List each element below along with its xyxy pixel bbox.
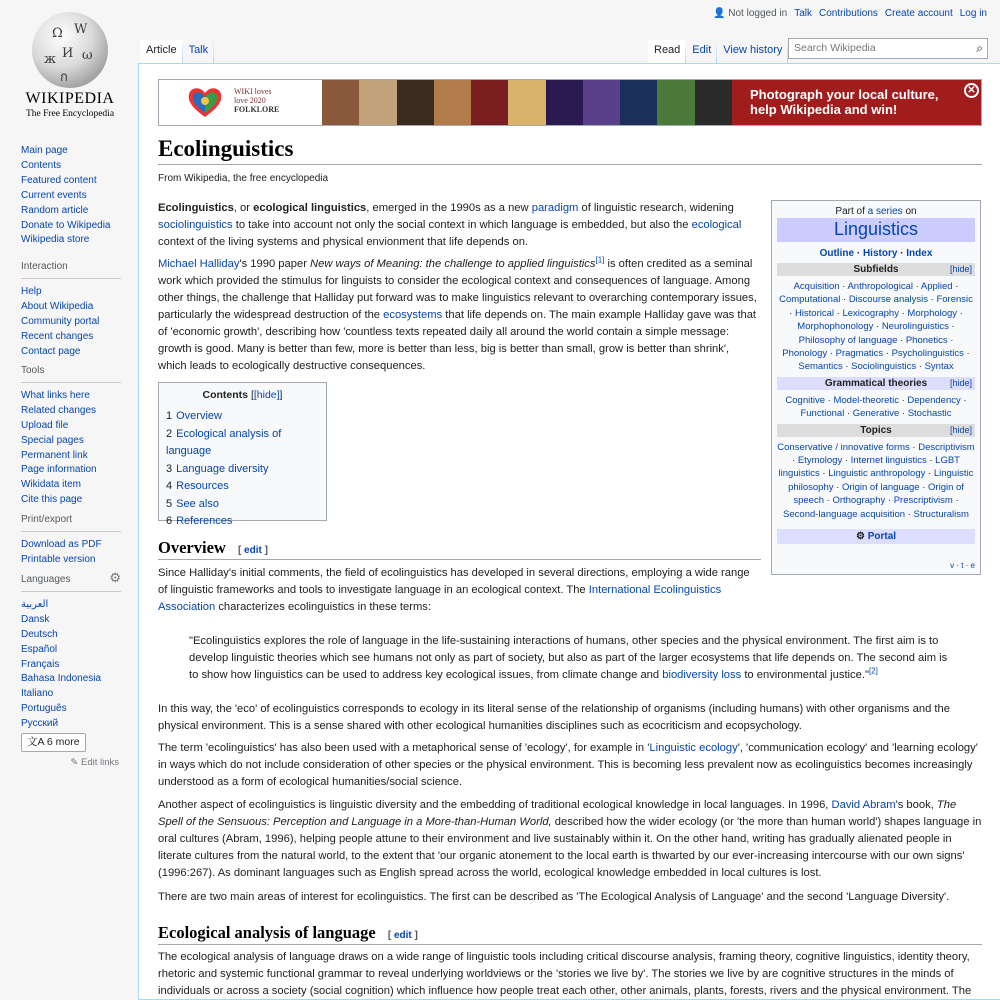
nav-what-links-here[interactable]: What links here: [21, 389, 90, 401]
lead-paragraph-1: [158, 200, 758, 251]
text: ', 'communication ecology' and 'learning ecology' in ways which do not include consideration of other species or the physical environment. This is becoming less prevalent now as ecolinguistics becomes increasingly understood as a form of ecological humanities/social science.: [158, 742, 978, 788]
toc-item[interactable]: [166, 461, 319, 479]
navbox-link[interactable]: Etymology: [797, 455, 843, 467]
section-heading-overview: Overview [ edit ]: [158, 538, 761, 560]
portal-interaction: [21, 260, 136, 359]
navbox-link[interactable]: Functional: [800, 408, 845, 420]
more-languages-button[interactable]: [21, 733, 86, 752]
text: that life depends on. The main example Halliday gave was that of 'economic growth', describing how 'countless texts repeated daily all around the world contain a simple message: growth is good. Many is better than few, more is better than less, big is better than small, grow is better than shrink', which leads to ecologically destructive consequences.: [158, 309, 757, 372]
link-michael-halliday[interactable]: Michael Halliday: [158, 258, 240, 270]
text: context of the living systems and physical envionment that life depends on.: [158, 236, 529, 248]
navbox-link[interactable]: Philosophy of language: [798, 334, 898, 346]
link-david-abram[interactable]: David Abram: [831, 799, 896, 811]
nav-random-article[interactable]: Random article: [21, 204, 89, 216]
banner-photo: [471, 80, 508, 125]
toc-number: 4: [166, 480, 173, 492]
navbox-link[interactable]: Model-theoretic: [833, 394, 899, 406]
languages-heading: Languages: [21, 574, 71, 585]
translate-icon: 文A: [27, 736, 44, 749]
toc-item[interactable]: [166, 478, 319, 496]
overview-paragraph-4: [158, 797, 983, 882]
pencil-icon: ✎: [70, 756, 79, 768]
navbox-link[interactable]: Internet linguistics: [850, 455, 927, 467]
navbox-link[interactable]: Dependency: [907, 394, 961, 406]
text: characterizes ecolinguistics in these terms:: [215, 601, 431, 613]
banner-photo: [359, 80, 396, 125]
nav-about[interactable]: About Wikipedia: [21, 300, 94, 312]
contributions-link[interactable]: Contributions: [819, 8, 878, 19]
nav-store[interactable]: Wikipedia store: [21, 234, 90, 246]
portal-print: [21, 513, 136, 568]
lang-link[interactable]: Русский: [21, 718, 59, 730]
heart-logo-icon: [186, 85, 224, 119]
lang-link[interactable]: Bahasa Indonesia: [21, 673, 102, 685]
toc-heading: Contents: [202, 389, 249, 401]
heading-text: Ecological analysis of language: [158, 923, 376, 942]
nav-printable-version[interactable]: Printable version: [21, 553, 96, 565]
toc-item[interactable]: [166, 426, 319, 461]
toc-link[interactable]: See also: [176, 497, 219, 510]
portal-heading-tools: Tools: [21, 364, 121, 383]
nav-current-events[interactable]: Current events: [21, 189, 87, 201]
text: Part of: [835, 206, 865, 217]
nav-donate[interactable]: Donate to Wikipedia: [21, 219, 111, 231]
text: of linguistic research, widening: [578, 202, 734, 214]
puzzle-globe-icon: Ω W И ж ω ก: [32, 12, 108, 88]
navbox-outline: Outline · History · Index: [819, 248, 933, 259]
portal-heading-languages: [21, 570, 121, 592]
banner-logo-line: FOLKLORE: [234, 105, 280, 114]
tab-edit[interactable]: Edit: [686, 40, 717, 63]
tab-article[interactable]: Article: [140, 40, 183, 63]
toc-item[interactable]: [166, 408, 319, 426]
nav-contact-page[interactable]: Contact page: [21, 345, 81, 357]
text: , or: [233, 202, 254, 214]
banner-photo: [620, 80, 657, 125]
text: Another aspect of ecolinguistics is linguistic diversity and the embedding of traditional ecological knowledge in local languages. In 1996,: [158, 799, 832, 811]
navbox-link[interactable]: LGBT linguistics: [778, 455, 960, 480]
search-placeholder: Search Wikipedia: [794, 42, 876, 54]
user-icon: 👤: [713, 8, 726, 19]
reference-link[interactable]: [2]: [868, 666, 878, 676]
link-ecosystems[interactable]: ecosystems: [383, 309, 443, 321]
nav-wikidata-item[interactable]: Wikidata item: [21, 479, 82, 491]
link-view-template[interactable]: v: [950, 561, 955, 570]
banner-logo-text: [234, 87, 279, 114]
toc-link[interactable]: Resources: [176, 480, 229, 492]
log-in-link[interactable]: Log in: [959, 8, 987, 19]
toc-link[interactable]: Language diversity: [176, 462, 269, 475]
portal-icon: ⚙: [855, 531, 865, 543]
navbox-link[interactable]: Neurolinguistics: [881, 321, 949, 333]
close-icon[interactable]: ✕: [964, 83, 979, 98]
navbox-link[interactable]: Morphology: [907, 307, 958, 319]
navbox-link[interactable]: Orthography: [832, 495, 886, 507]
toc-hide-link[interactable]: [hide]: [253, 389, 280, 401]
central-notice-banner[interactable]: [158, 79, 982, 126]
toc-link[interactable]: Overview: [176, 410, 222, 422]
link-talk-template[interactable]: t: [961, 561, 964, 570]
vte-links: v · t · e: [950, 561, 975, 570]
tagline: The Free Encyclopedia: [25, 109, 115, 119]
navbox-link[interactable]: Linguistic philosophy: [788, 468, 974, 493]
link-index[interactable]: Index: [906, 248, 933, 259]
navbox-link[interactable]: Linguistic anthropology: [828, 468, 926, 480]
link-a-series[interactable]: a series: [867, 206, 903, 217]
personal-tools: [713, 8, 987, 19]
gear-icon[interactable]: ⚙: [109, 570, 121, 585]
navbox-list: Acquisition · Anthropological · Applied · Computational · Discourse analysis · Forensic · Historical · Lexicography · Morphology · Morphophonology · Neurolinguistics · Philosophy of language · Phonetics · Phonology · Pragmatics · Psycholinguistics · Semantics · Sociolinguistics · Syntax: [779, 281, 973, 373]
banner-logo-line: WIKI loves: [234, 87, 272, 96]
lead-paragraph-2: [158, 256, 758, 375]
banner-cta-text: Photograph your local culture, help Wikipedia and win!: [750, 87, 939, 117]
navbox-list: Cognitive · Model-theoretic · Dependency · Functional · Generative · Stochastic: [785, 394, 967, 420]
table-of-contents: [158, 382, 327, 527]
sidebar: [0, 0, 138, 1000]
text: The term 'ecolinguistics' has also been used with a metaphorical sense of 'ecology', for example in ': [158, 742, 650, 754]
text: described how the wider ecology (or 'the more than human world') shapes language in oral cultures (Abram, 1996), helping people attune to their environment and live sustainably within it. On the other hand, writing has gradually alienated people in literate cultures from the natural world, to the extent that 'our organic atonement to the local earth is thwarted by our ever-increasing intercourse with our own signs' (1996:267). As dominant languages such as English spread across the world, ecological knowledge embedded in local cultures is lost.: [158, 816, 982, 879]
navbox-link[interactable]: Stochastic: [907, 408, 952, 420]
edit-links-label: Edit links: [80, 756, 119, 768]
nav-contents[interactable]: Contents: [21, 159, 62, 171]
blockquote: [189, 633, 959, 684]
navbox-hide-link[interactable]: [hide]: [949, 424, 972, 435]
navbox-link[interactable]: Historical: [794, 307, 834, 319]
overview-paragraph-1: [158, 565, 758, 616]
navbox-link[interactable]: Origin of language: [841, 481, 920, 493]
navbox-link[interactable]: Phonology: [782, 348, 828, 360]
link-ecological[interactable]: ecological: [691, 219, 742, 231]
toc-number: 3: [166, 462, 173, 475]
navbox-link[interactable]: Second-language acquisition: [783, 508, 906, 520]
banner-call-to-action[interactable]: [732, 80, 982, 125]
banner-photo: [583, 80, 620, 125]
italic-text: The Spell of the Sensuous: Perception and Language in a More-than-Human World,: [158, 799, 957, 828]
navbox-link[interactable]: Generative: [852, 408, 900, 420]
lang-link[interactable]: Italiano: [21, 688, 54, 700]
toc-number: 5: [166, 497, 173, 510]
nav-community-portal[interactable]: Community portal: [21, 315, 100, 327]
toc-number: 2: [166, 427, 173, 440]
bold-text: Ecolinguistics: [158, 202, 234, 214]
search-icon[interactable]: ⌕: [976, 41, 983, 55]
link-edit-template[interactable]: e: [970, 561, 975, 570]
toc-list: [166, 408, 319, 531]
navbox-hide-link[interactable]: [hide]: [949, 264, 972, 274]
link-portal[interactable]: Portal: [867, 531, 897, 543]
tab-read[interactable]: Read: [648, 40, 686, 63]
navbox-link[interactable]: Structuralism: [913, 508, 969, 520]
not-logged-in-label: Not logged in: [728, 8, 788, 19]
navbox-link[interactable]: Acquisition: [793, 281, 840, 292]
toc-link[interactable]: References: [176, 515, 233, 527]
navbox-section-title: Topics: [860, 424, 892, 436]
wordmark: WIKIPEDIA: [25, 90, 115, 107]
link-outline[interactable]: Outline: [819, 248, 855, 259]
navbox-section-header: [777, 263, 975, 276]
navbox-link[interactable]: Pragmatics: [835, 348, 884, 360]
text: 's book,: [895, 799, 937, 811]
text: "Ecolinguistics explores the role of language in the life-sustaining interactions of humans, other species and the physical environment. The first aim is to develop linguistic theories which see humans not only as part of society, but also as part of the larger ecosystems that life depends on. The second aim is to show how linguistics can be used to address key ecological issues, from climate change and: [189, 635, 948, 681]
nav-upload-file[interactable]: Upload file: [21, 419, 69, 431]
navbox-above: [777, 206, 975, 217]
text: on: [905, 206, 917, 217]
nav-related-changes[interactable]: Related changes: [21, 404, 97, 416]
overview-paragraph-5: There are two main areas of interest for ecolinguistics. The first can be described as 'The Ecological Analysis of Language' and the second 'Language Diversity'.: [158, 891, 950, 903]
talk-link[interactable]: Talk: [794, 8, 812, 19]
edit-section-link[interactable]: edit: [393, 930, 412, 941]
navbox-link[interactable]: Conservative / innovative forms: [777, 441, 910, 453]
nav-permanent-link[interactable]: Permanent link: [21, 449, 88, 461]
nav-page-information[interactable]: Page information: [21, 464, 97, 476]
text: , emerged in the 1990s as a new: [366, 202, 532, 214]
overview-paragraph-2: In this way, the 'eco' of ecolinguistics corresponds to ecology in its literal sense of the relationship of organisms (including humans) with other organisms and the physical environment. This is a sense shared with other ecological humanities disciplines such as ecocriticism and ecopsychology.: [158, 703, 950, 732]
wikipedia-logo[interactable]: [20, 10, 120, 125]
reference-link[interactable]: [1]: [595, 255, 605, 265]
bold-text: ecological linguistics: [253, 202, 367, 214]
navbox-list: Conservative / innovative forms · Descriptivism · Etymology · Internet linguistics · LGBT linguistics · Linguistic anthropology · Linguistic philosophy · Origin of language · Origin of speech · Orthography · Prescriptivism · Second-language acquisition · Structuralism: [777, 441, 975, 520]
nav-download-pdf[interactable]: Download as PDF: [21, 538, 102, 550]
text: to environmental justice.": [741, 669, 869, 681]
linguistics-sidebar-navbox: [771, 200, 981, 575]
text: 's 1990 paper: [239, 258, 311, 270]
navbox-link[interactable]: Prescriptivism: [893, 495, 953, 507]
portal-tools: [21, 364, 136, 508]
nav-help[interactable]: Help: [21, 285, 42, 297]
navbox-link[interactable]: Semantics: [798, 361, 843, 373]
navbox-link[interactable]: Lexicography: [842, 307, 899, 319]
navbox-portal[interactable]: [777, 529, 975, 544]
link-linguistic-ecology[interactable]: Linguistic ecology: [649, 742, 738, 754]
namespace-tabs: [140, 40, 214, 63]
ecological-paragraph-1: The ecological analysis of language draws on a wide range of linguistic tools including critical discourse analysis, framing theory, cognitive linguistics, identity theory, rhetoric and systemic functional grammar to reveal underlying worldviews or the 'stories we live by'. The stories we live by are cognitive structures in the minds of individuals or across a society (social cognition) which influence how people treat each other, other animals, plants, forests, rivers and the physical environment. The: [158, 951, 972, 997]
lang-link[interactable]: العربية: [21, 598, 49, 610]
navbox-link[interactable]: Descriptivism: [918, 441, 975, 453]
navbox-section-header: [777, 424, 975, 437]
navbox-section-title: Grammatical theories: [824, 377, 928, 389]
link-history[interactable]: History: [862, 248, 898, 259]
nav-special-pages[interactable]: Special pages: [21, 434, 84, 446]
link-biodiversity-loss[interactable]: biodiversity loss: [662, 669, 742, 681]
toc-item[interactable]: [166, 496, 319, 514]
content-area: [138, 63, 1000, 1000]
banner-photo: [397, 80, 434, 125]
text: is often credited as a seminal work which provided the stimulus for linguists to consider the ecological context and consequences of language. Among other things, the challenge that Halliday put forward was to make linguistics relevant to overarching contemporary issues, particularly the widespread destruction of the: [158, 258, 757, 321]
banner-photo: [508, 80, 545, 125]
portal-languages: [21, 570, 136, 771]
navbox-link[interactable]: Anthropological: [847, 281, 913, 292]
banner-photo: [434, 80, 471, 125]
tab-view-history[interactable]: View history: [717, 40, 788, 63]
view-tabs: [648, 40, 788, 63]
edit-section-link[interactable]: edit: [244, 545, 262, 556]
navbox-link[interactable]: Forensic: [936, 294, 973, 306]
lang-link[interactable]: Português: [21, 703, 67, 715]
nav-recent-changes[interactable]: Recent changes: [21, 330, 94, 342]
navbox-link[interactable]: Syntax: [924, 361, 954, 373]
toc-item[interactable]: [166, 513, 319, 531]
lang-link[interactable]: Français: [21, 658, 60, 670]
nav-cite-this-page[interactable]: Cite this page: [21, 494, 83, 506]
portal-navigation: [21, 144, 136, 248]
navbox-link[interactable]: Computational: [779, 294, 841, 306]
navbox-link[interactable]: Psycholinguistics: [891, 348, 964, 360]
search-input[interactable]: [788, 38, 988, 59]
banner-photo-strip: [322, 80, 732, 125]
banner-logo: [159, 80, 322, 125]
link-iea[interactable]: International Ecolinguistics Association: [158, 584, 722, 613]
banner-photo: [546, 80, 583, 125]
banner-photo: [695, 80, 732, 125]
toc-title: Contents [[hide]]: [202, 389, 283, 401]
edit-links[interactable]: [21, 756, 119, 771]
overview-paragraph-3: [158, 740, 983, 791]
banner-logo-line: love 2020: [234, 96, 266, 105]
toc-number: 6: [166, 515, 173, 527]
banner-photo: [657, 80, 694, 125]
more-languages-label: 6 more: [46, 736, 80, 749]
lang-link[interactable]: Deutsch: [21, 628, 58, 640]
tab-talk[interactable]: Talk: [183, 40, 215, 63]
text: Since Halliday's initial comments, the field of ecolinguistics has developed in several directions, employing a wide range of linguistic frameworks and tools to investigate language in an ecological context. The: [158, 567, 750, 596]
banner-photo: [322, 80, 359, 125]
navbox-link[interactable]: Sociolinguistics: [851, 361, 917, 373]
navbox-link[interactable]: Origin of speech: [793, 481, 964, 507]
navbox-section-title: Subfields: [853, 264, 899, 275]
navbox-link[interactable]: Morphophonology: [797, 321, 874, 333]
site-sub: From Wikipedia, the free encyclopedia: [158, 173, 329, 184]
navbox-link[interactable]: Discourse analysis: [848, 294, 929, 306]
toc-link[interactable]: Ecological analysis of language: [166, 427, 282, 457]
navbox-section-header: [777, 377, 975, 390]
create-account-link[interactable]: Create account: [884, 8, 953, 19]
toc-number: 1: [166, 410, 173, 422]
navbox-link[interactable]: Phonetics: [905, 334, 948, 346]
link-paradigm[interactable]: paradigm: [531, 202, 579, 214]
heading-text: Overview: [158, 538, 226, 557]
nav-featured-content[interactable]: Featured content: [21, 174, 97, 186]
lang-link[interactable]: Dansk: [21, 613, 50, 625]
page-title: Ecolinguistics: [158, 136, 982, 165]
not-logged-in: [713, 8, 787, 19]
link-sociolinguistics[interactable]: sociolinguistics: [158, 219, 233, 231]
navbox-hide-link[interactable]: [hide]: [949, 377, 972, 388]
navbox-sections: [777, 263, 975, 521]
navbox-title[interactable]: Linguistics: [777, 218, 975, 242]
section-heading-ecological-analysis: Ecological analysis of language [ edit ]: [158, 923, 982, 945]
navbox-link[interactable]: Cognitive: [785, 394, 826, 406]
lang-link[interactable]: Español: [21, 643, 58, 655]
nav-main-page[interactable]: Main page: [21, 145, 68, 156]
navbox-link[interactable]: Applied: [920, 281, 953, 292]
text: to take into account not only the social context in which language is embedded, but also the: [232, 219, 692, 231]
portal-heading-interaction: Interaction: [21, 260, 121, 279]
italic-text: New ways of Meaning: the challenge to applied linguistics: [310, 258, 596, 270]
portal-heading-print: Print/export: [21, 513, 121, 532]
